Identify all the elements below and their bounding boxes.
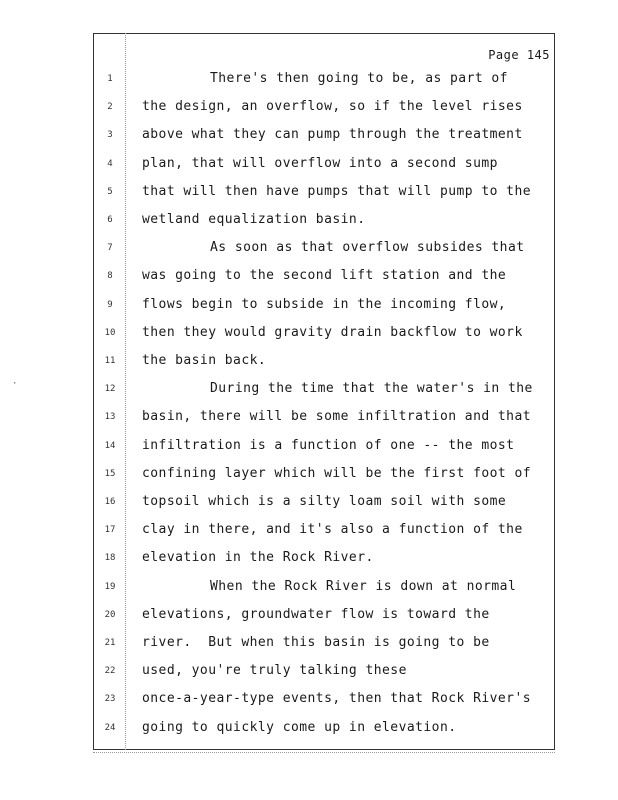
transcript-line: then they would gravity drain backflow to work [142,324,523,340]
line-number: 22 [104,666,116,677]
transcript-line: When the Rock River is down at normal [210,578,517,594]
transcript-line: river. But when this basin is going to be [142,635,490,650]
transcript-line: clay in there, and it's also a function of the [142,522,523,538]
line-number: 5 [107,186,113,197]
line-number: 10 [104,327,116,338]
transcript-line: elevation in the Rock River. [142,550,374,566]
line-number: 18 [104,553,116,564]
transcript-line: During the time that the water's in the [210,381,533,397]
page-number: Page 145 [488,48,550,62]
transcript-line: elevations, groundwater flow is toward the [142,606,490,622]
line-number: 12 [104,384,116,395]
line-number: 15 [104,468,116,479]
line-number: 6 [107,215,113,225]
line-number: 13 [104,412,116,423]
line-number: 2 [107,102,113,113]
line-number: 1 [107,74,113,84]
transcript-line: As soon as that overflow subsides that [210,240,525,256]
transcript-line: basin, there will be some infiltration and that [142,409,532,425]
transcript-line: going to quickly come up in elevation. [142,719,457,735]
transcript-line: once-a-year-type events, then that Rock River's [142,691,532,707]
line-number: 9 [107,299,113,310]
transcript-line: that will then have pumps that will pump to the [142,183,532,199]
transcript-line: was going to the second lift station and the [142,268,507,284]
line-number: 21 [104,638,116,648]
line-number: 23 [104,694,116,705]
transcript-line: the basin back. [142,353,267,368]
line-number: 8 [107,271,113,282]
line-number: 17 [104,525,116,536]
transcript-line: above what they can pump through the treatment [142,127,523,143]
line-number: 4 [107,158,113,169]
page-bottom-rule [93,752,555,754]
transcript-line: flows begin to subside in the incoming flow, [142,296,507,312]
line-number: 11 [104,356,116,366]
transcript-line: topsoil which is a silty loam soil with some [142,494,507,509]
line-number: 19 [104,581,116,592]
line-number: 14 [104,440,116,451]
line-number: 20 [104,609,116,620]
line-number: 24 [104,722,116,733]
transcript-line: used, you're truly talking these [142,663,407,679]
transcript-line: plan, that will overflow into a second sump [142,155,498,171]
line-number: 7 [107,243,113,254]
transcript-line: There's then going to be, as part of [210,71,508,86]
transcript-line: the design, an overflow, so if the level rises [142,99,523,115]
line-number: 3 [107,130,113,141]
line-number: 16 [104,497,116,507]
transcript-line: infiltration is a function of one -- the most [142,437,515,453]
transcript-line: wetland equalization basin. [142,212,366,227]
line-number-divider [125,33,127,750]
transcript-line: confining layer which will be the first foot of [142,465,532,481]
margin-mark: · [12,379,18,389]
